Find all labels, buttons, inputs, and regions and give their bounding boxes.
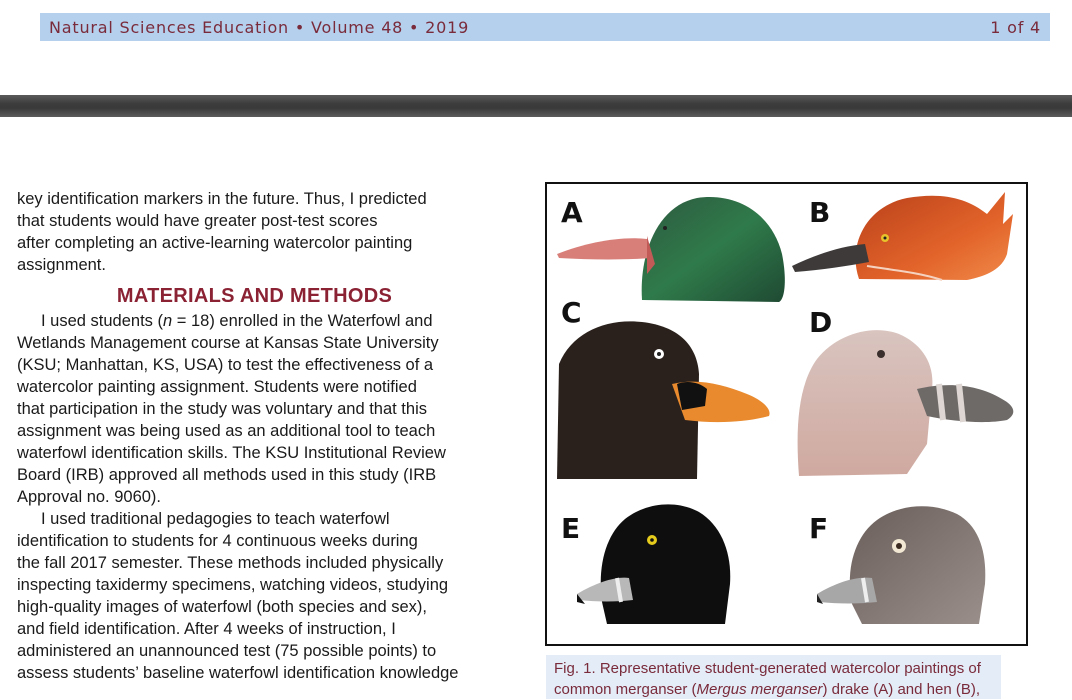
panel-c-drawing (557, 321, 770, 479)
duck-head-illustrations (547, 184, 1026, 644)
panel-e-drawing (577, 504, 730, 624)
body-line: and field identification. After 4 weeks of instruction, I (17, 620, 396, 638)
body-line: administered an unannounced test (75 possible points) to (17, 642, 437, 660)
article-body-column (17, 188, 492, 684)
body-line: (KSU; Manhattan, KS, USA) to test the effectiveness of a (17, 356, 434, 374)
figure-watercolor-panels (545, 182, 1028, 646)
body-text: = 18) enrolled in the Waterfowl and (172, 312, 433, 330)
body-text: I used students ( (41, 312, 163, 330)
page-indicator: 1 of 4 (990, 18, 1041, 37)
panel-a-drawing (557, 197, 785, 302)
panel-label-a: A (561, 196, 583, 229)
italic-n: n (163, 312, 173, 330)
body-line: after completing an active-learning watercolor painting (17, 234, 413, 252)
caption-text: common merganser ( (554, 681, 697, 698)
figure-caption (546, 655, 1001, 699)
body-line: inspecting taxidermy specimens, watching videos, studying (17, 576, 449, 594)
panel-label-c: C (561, 296, 582, 329)
panel-label-f: F (809, 512, 829, 545)
body-line: assess students’ baseline waterfowl identification knowledge (17, 664, 459, 682)
body-line: waterfowl identification skills. The KSU Institutional Review (17, 444, 446, 462)
species-name: Mergus merganser (696, 681, 823, 698)
caption-line-2 (554, 679, 1001, 700)
caption-line-1: Fig. 1. Representative student-generated watercolor paintings of (554, 660, 981, 677)
body-line: that participation in the study was voluntary and that this (17, 400, 427, 418)
caption-text: ) drake (A) and hen (B), (822, 681, 981, 698)
body-line: identification to students for 4 continuous weeks during (17, 532, 418, 550)
body-line: assignment was being used as an additional tool to teach (17, 422, 436, 440)
panel-label-e: E (561, 512, 581, 545)
body-line: Board (IRB) approved all methods used in this study (IRB (17, 466, 437, 484)
body-line: Approval no. 9060). (17, 488, 162, 506)
viewer-toolbar-bar (0, 95, 1072, 117)
body-line: watercolor painting assignment. Students were notified (17, 378, 417, 396)
panel-f-drawing (817, 506, 985, 624)
body-line: high-quality images of waterfowl (both species and sex), (17, 598, 427, 616)
panel-label-d: D (809, 306, 833, 339)
body-line: key identification markers in the future. Thus, I predicted (17, 190, 427, 208)
body-line: I used traditional pedagogies to teach waterfowl (41, 510, 390, 528)
panel-label-b: B (809, 196, 831, 229)
body-line: Wetlands Management course at Kansas State University (17, 334, 439, 352)
journal-header-band (40, 13, 1050, 41)
body-line: that students would have greater post-test scores (17, 212, 378, 230)
body-line: assignment. (17, 256, 106, 274)
section-heading: MATERIALS AND METHODS (116, 285, 393, 307)
panel-d-drawing (798, 330, 1014, 476)
body-line (17, 310, 492, 332)
journal-title: Natural Sciences Education • Volume 48 • 2019 (49, 18, 470, 37)
body-line: the fall 2017 semester. These methods included physically (17, 554, 444, 572)
